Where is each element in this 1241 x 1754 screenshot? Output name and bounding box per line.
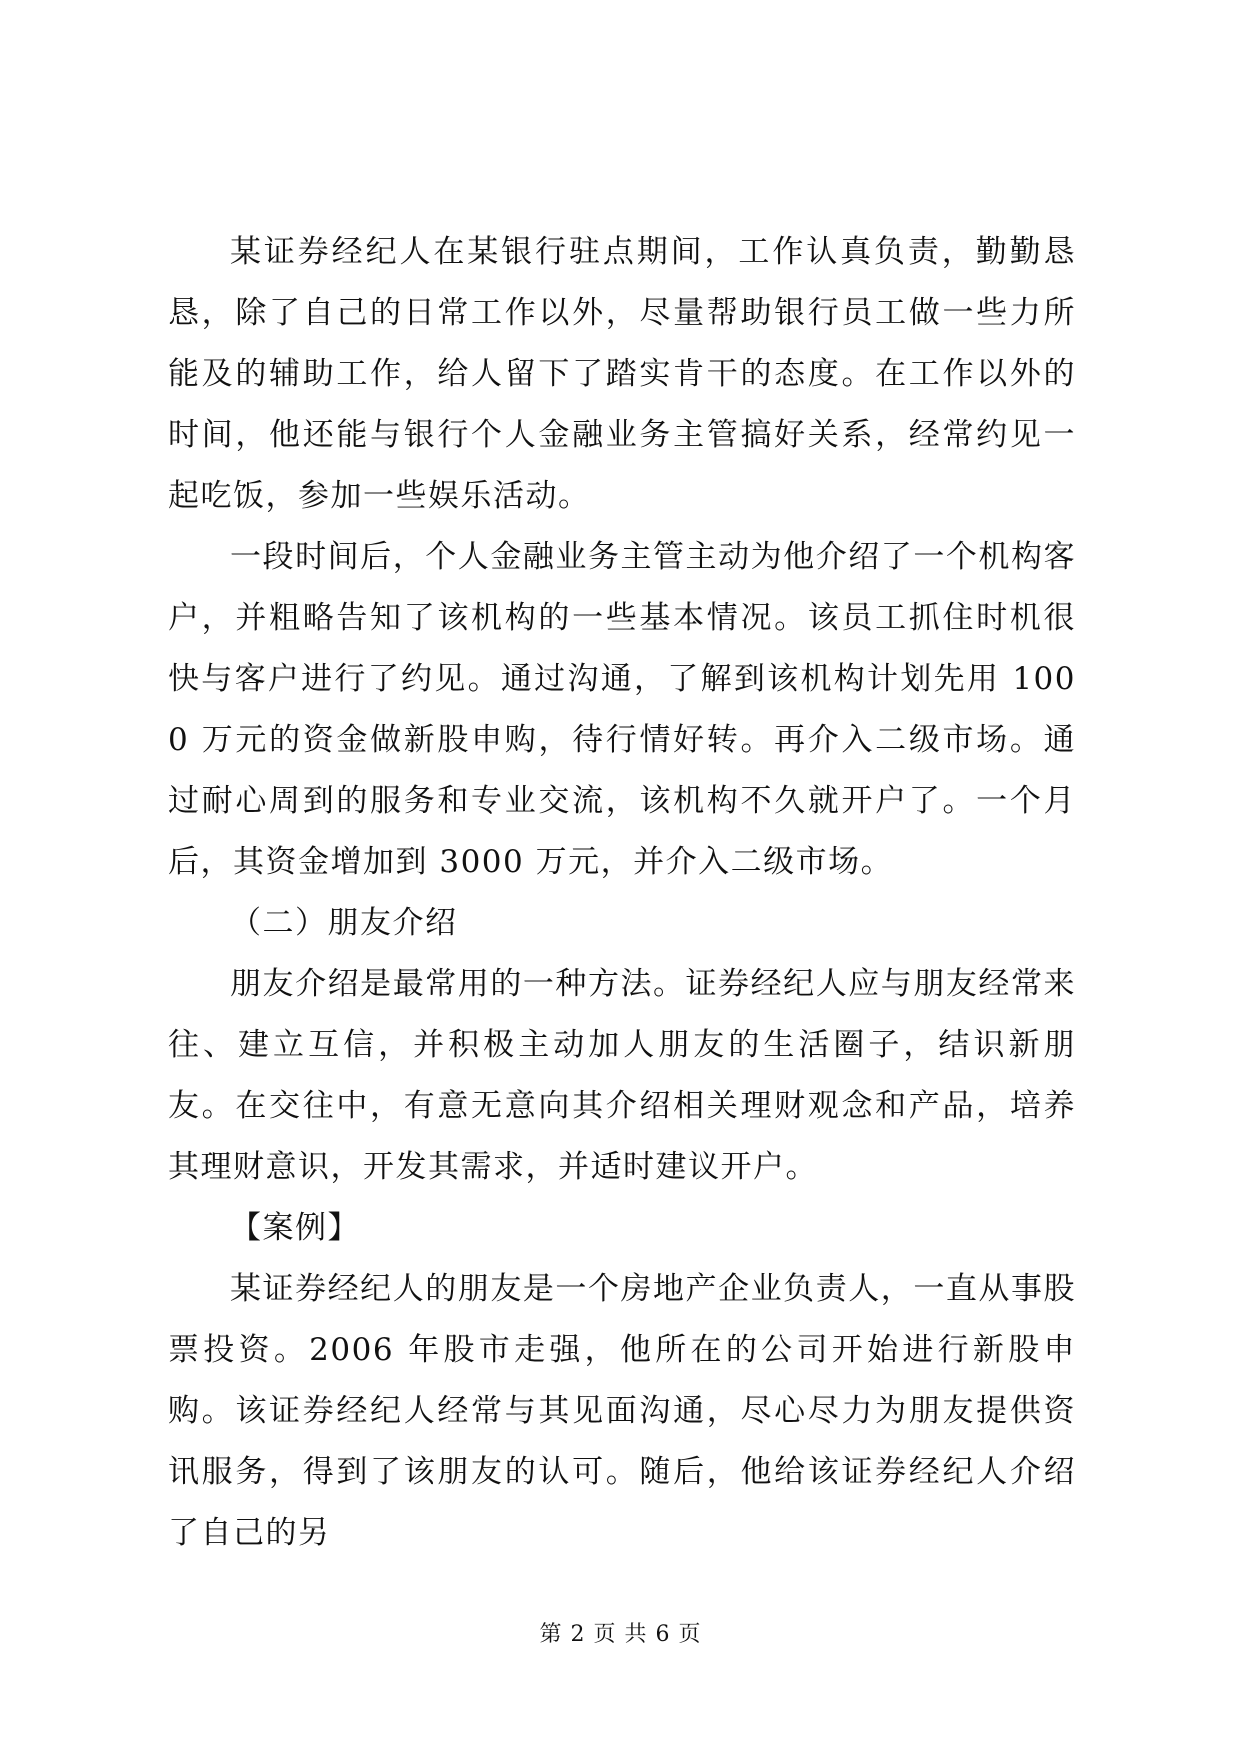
paragraph-institution-client: 一段时间后，个人金融业务主管主动为他介绍了一个机构客户，并粗略告知了该机构的一些基本情况。该员工抓住时机很快与客户进行了约见。通过沟通，了解到该机构计划先用 1000 万元的资金做新股申购，待行情好转。再介入二级市场。通过耐心周到的服务和专业交流，该机构不久就开户了。一个月后，其资金增加到 3000 万元，并介入二级市场。 (168, 539, 1076, 880)
section-heading-friend-referral: （二）朋友介绍 (230, 905, 458, 941)
page-number-footer: 第 2 页 共 6 页 (539, 1622, 702, 1647)
paragraph-bank-residency: 某证券经纪人在某银行驻点期间，工作认真负责，勤勤恳恳，除了自己的日常工作以外，尽量帮助银行员工做一些力所能及的辅助工作，给人留下了踏实肯干的态度。在工作以外的时间，他还能与银行个人金融业务主管搞好关系，经常约见一起吃饭，参加一些娱乐活动。 (168, 234, 1076, 514)
case-heading: 【案例】 (230, 1210, 360, 1246)
paragraph-friend-referral: 朋友介绍是最常用的一种方法。证券经纪人应与朋友经常来往、建立互信，并积极主动加人朋友的生活圈子，结识新朋友。在交往中，有意无意向其介绍相关理财观念和产品，培养其理财意识，开发其需求，并适时建议开户。 (168, 966, 1076, 1185)
document-body (168, 222, 1076, 1564)
paragraph-case-real-estate: 某证券经纪人的朋友是一个房地产企业负责人，一直从事股票投资。2006 年股市走强，他所在的公司开始进行新股申购。该证券经纪人经常与其见面沟通，尽心尽力为朋友提供资讯服务，得到了该朋友的认可。随后，他给该证券经纪人介绍了自己的另 (168, 1271, 1076, 1551)
